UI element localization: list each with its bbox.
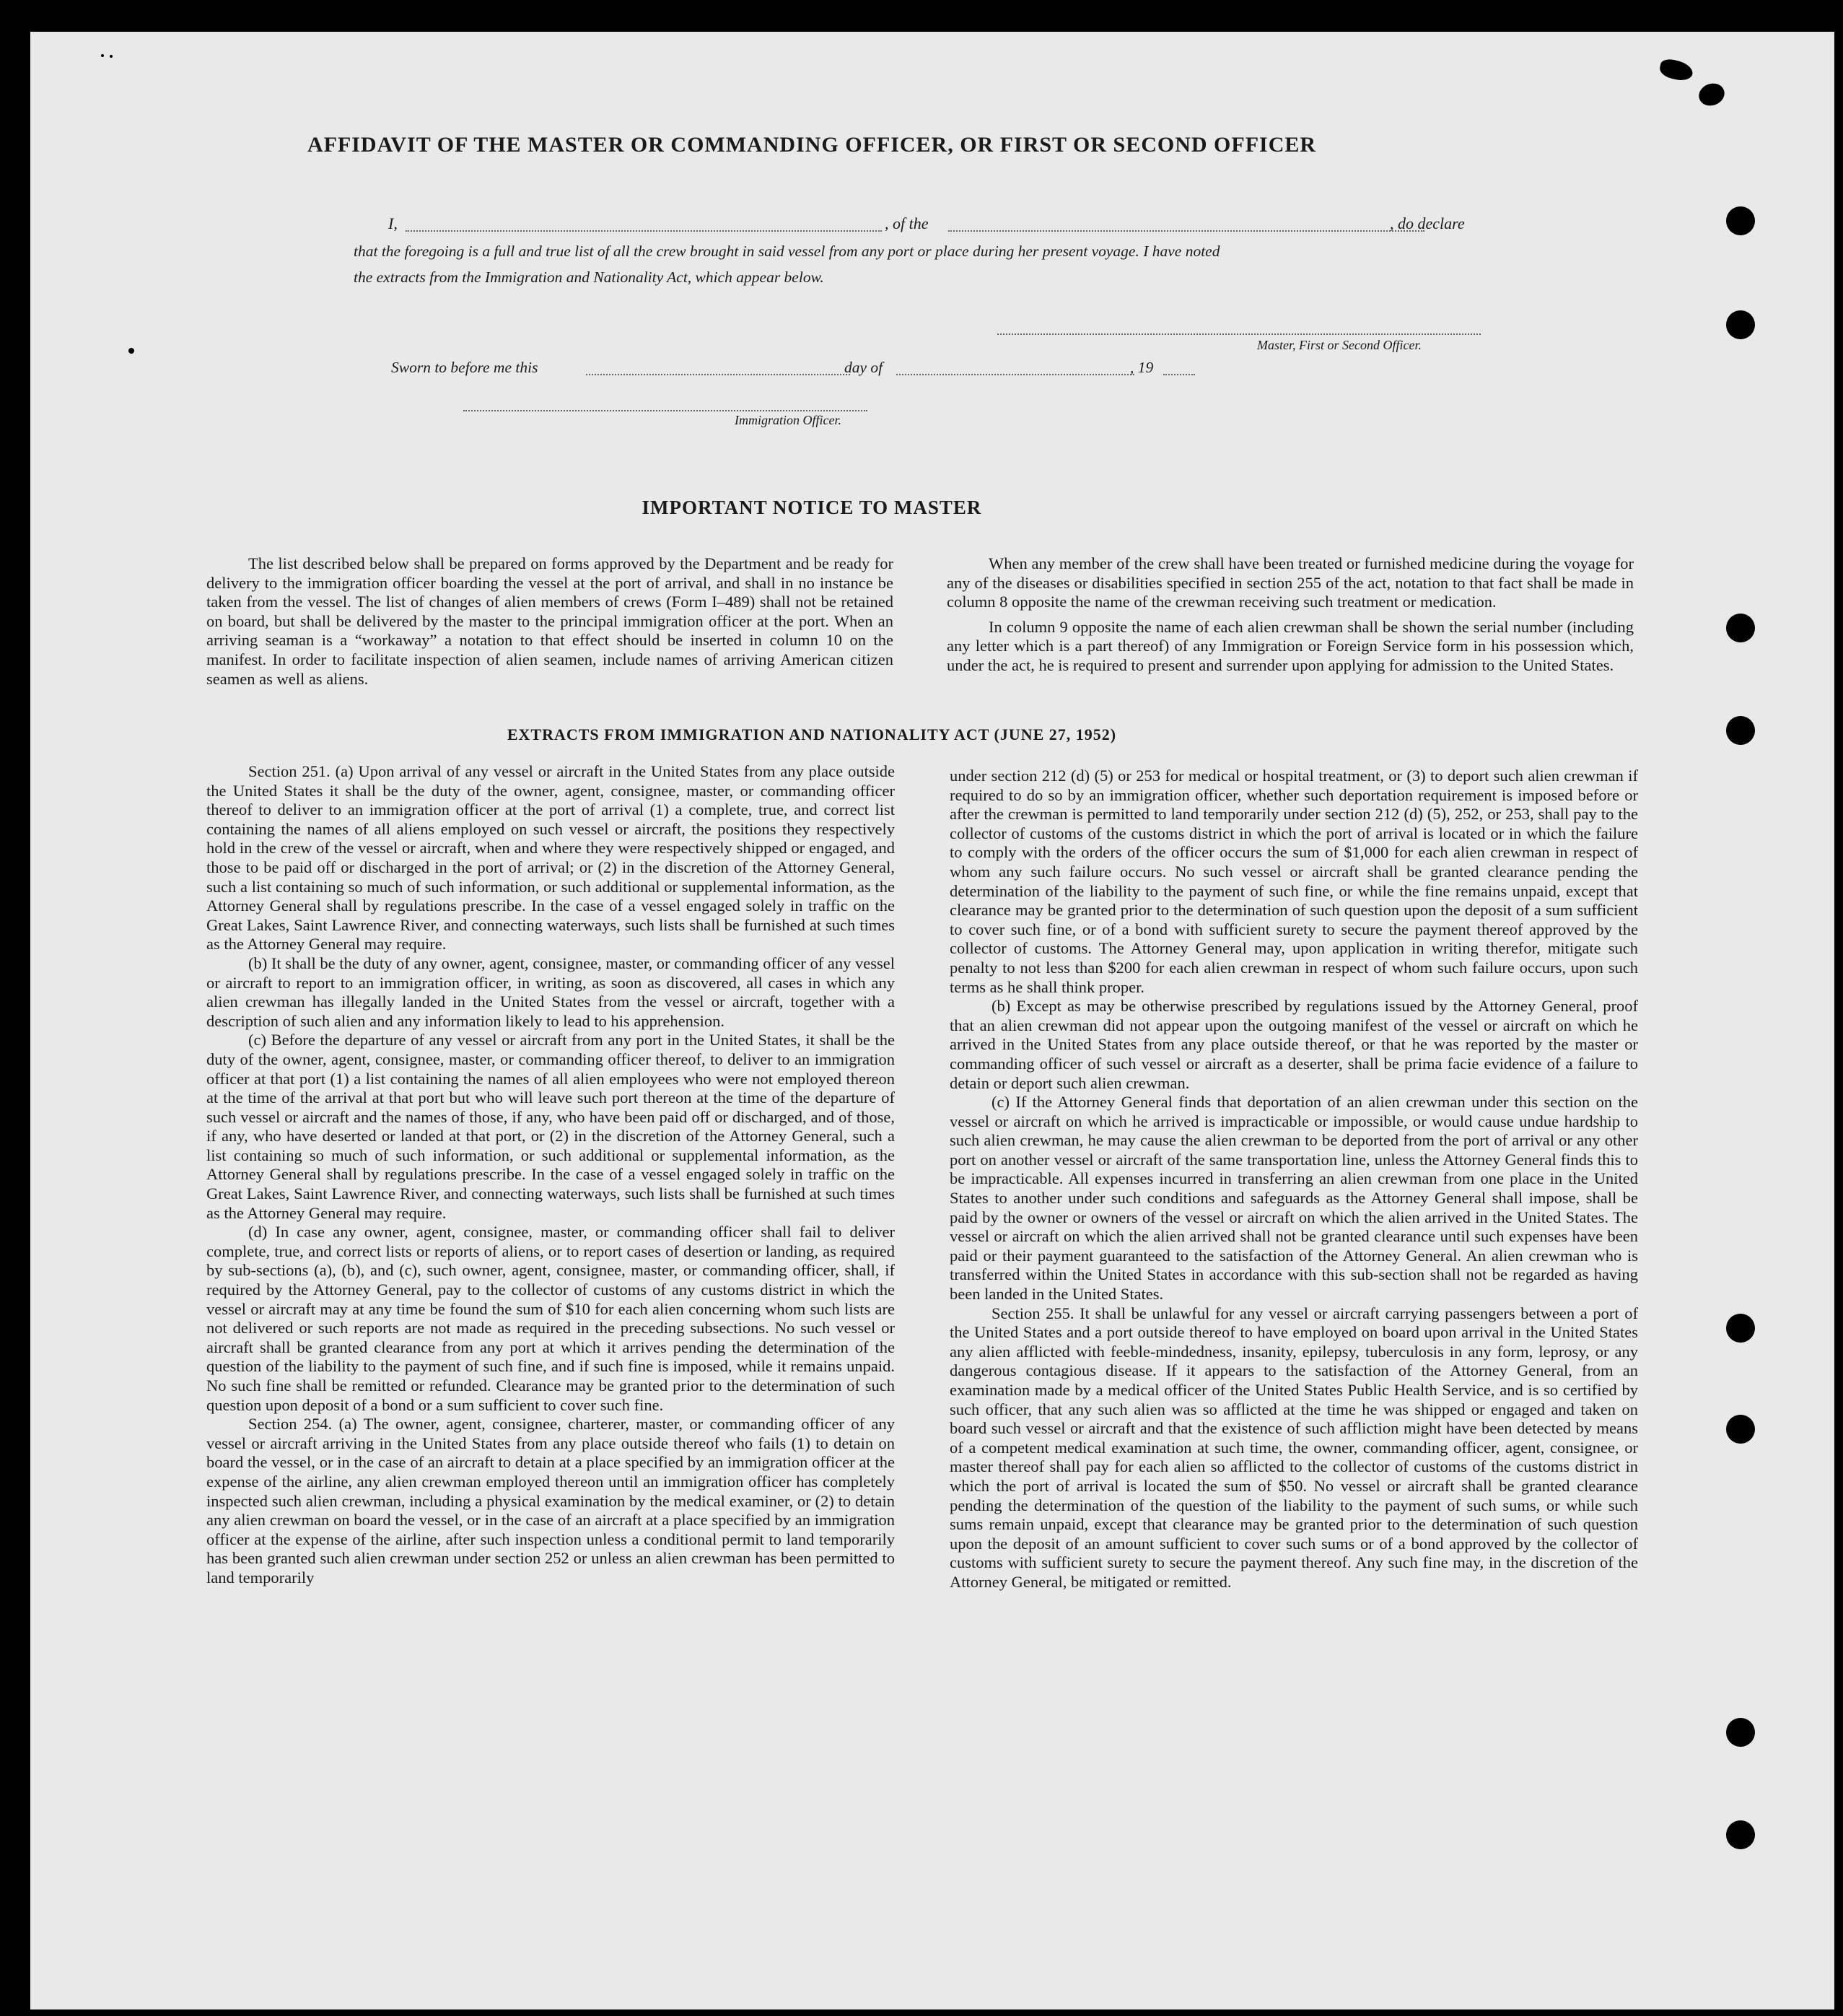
declarant-label: I, [388,214,398,232]
notice-left-column [206,554,893,694]
day-of-label: day of [844,359,883,376]
ink-mark [1696,80,1728,110]
binder-hole [1726,1415,1755,1444]
extracts-right-column [950,767,1638,1592]
declaration-line-1: that the foregoing is a full and true list of all the crew brought in said vessel from any port or place during her present voyage. I have noted [354,243,1220,260]
section-251-d: (d) In case any owner, agent, consignee, master, or commanding officer shall fail to deliver complete, true, and correct lists or reports of aliens, or to report cases of desertion or landing, as required by sub-sections (a), (b), and (c), such owner, agent, consignee, master, or commanding officer, shall, if required by the Attorney General, pay to the collector of customs of any customs district in which the vessel or aircraft may at any time be found the sum of $10 for each alien concerning whom such lists are not delivered or such reports are not made as required in the preceding subsections. No such vessel or aircraft shall be granted clearance from any port at which it arrives pending the determination of the question of the liability to the payment of such fine, and if such fine is imposed, while it remains unpaid. No such fine shall be remitted or refunded. Clearance may be granted prior to the determination of such question upon deposit of a bond or a sum sufficient to cover such fine. [206,1223,895,1414]
immigration-officer-caption: Immigration Officer. [735,413,841,427]
notice-left-paragraph: The list described below shall be prepared on forms approved by the Department and be ready for delivery to the immigration officer boarding the vessel at the port of arrival, and shall in no instance be taken from the vessel. The list of changes of alien members of crews (Form I–489) shall not be retained on board, but shall be delivered by the master to the principal immigration officer at the port. When an arriving seaman is a “workaway” a notation to that effect should be inserted in column 10 on the manifest. In order to facilitate inspection of alien seamen, include names of arriving American citizen seamen as well as aliens. [206,554,893,688]
binder-hole [1726,1820,1755,1849]
section-254-c: (c) If the Attorney General finds that deportation of an alien crewman under this section on the vessel or aircraft on which he arrived is impracticable or impossible, or would cause undue hardship to such alien crewman, he may cause the alien crewman to be deported from the port of arrival or any other port on another vessel or aircraft of the same transportation line, unless the Attorney General finds this to be impracticable. All expenses incurred in transferring an alien crewman from one place in the United States to another under such conditions and safeguards as the Attorney General shall impose, shall be paid by the owner or owners of the vessel or aircraft on which the alien arrived in the United States. The vessel or aircraft on which the alien arrived shall not be granted clearance until such expenses have been paid or their payment guaranteed to the satisfaction of the Attorney General. An alien crewman who is transferred within the United States in accordance with this sub-section shall not be regarded as having been landed in the United States. [950,1093,1638,1304]
section-254-a: Section 254. (a) The owner, agent, consignee, charterer, master, or commanding officer of any vessel or aircraft arriving in the United States from any place outside thereof who fails (1) to detain on board the vessel, or in the case of an aircraft to detain at a place specified by an immigration officer at the expense of the airline, any alien crewman employed thereon until an immigration officer has completely inspected such alien crewman, including a physical examination by the medical examiner, or (2) to detain any alien crewman on board the vessel, or in the case of an aircraft at a place specified by an immigration officer at the expense of the airline, after such inspection unless a conditional permit to land temporarily has been granted such alien crewman under section 252 or unless an alien crewman has been permitted to land temporarily [206,1415,895,1587]
declarant-name-field[interactable] [406,230,882,232]
section-255: Section 255. It shall be unlawful for any vessel or aircraft carrying passengers between a port of the United States and a port outside thereof to have employed on board upon arrival in the United States any alien afflicted with feeble-mindedness, insanity, epilepsy, tuberculosis in any form, leprosy, or any dangerous contagious disease. If it appears to the satisfaction of the Attorney General, from an examination made by a medical officer of the United States Public Health Service, and is so certified by such officer, that any such alien was so afflicted at the time he was shipped or engaged and taken on board such vessel or aircraft and that the existence of such affliction might have been detected by means of a competent medical examination at such time, the owner, commanding officer, agent, consignee, or master thereof shall pay for each alien so afflicted to the collector of customs of the customs district in which the port of arrival is located the sum of $50. No vessel or aircraft shall be granted clearance pending the determination of the question of the liability to the payment of such sums, or while such sums remain unpaid, except that clearance may be granted prior to the determination of such question upon the deposit of an amount sufficient to cover such sums or of a bond approved by the collector of customs with sufficient surety to secure the payment thereof. Any such fine may, in the discretion of the Attorney General, be mitigated or remitted. [950,1304,1638,1591]
sworn-day-field[interactable] [586,374,850,375]
section-251-c: (c) Before the departure of any vessel or aircraft from any port in the United States, it shall be the duty of the owner, agent, consignee, master, or commanding officer thereof, to deliver to an immigration officer at that port (1) a list containing the names of all alien employees who were not employed thereon at the time of the arrival at that port but who will leave such port thereon at the time of the departure of such vessel or aircraft and the names of those, if any, who have been paid off or discharged, and of those, if any, who have deserted or landed at that port, or (2) in the discretion of the Attorney General, such a list containing so much of such information, or such additional or supplemental information, as the Attorney General shall by regulations prescribe. In the case of a vessel engaged solely in traffic on the Great Lakes, Saint Lawrence River, and connecting waterways, such lists shall be furnished at such times as the Attorney General may require. [206,1031,895,1222]
binder-hole [1726,716,1755,745]
section-251-b: (b) It shall be the duty of any owner, agent, consignee, master, or commanding officer of any vessel or aircraft to report to an immigration officer, in writing, as soon as discovered, all cases in which any alien crewman has illegally landed in the United States from the vessel or aircraft, together with a description of such alien and any information likely to lead to his apprehension. [206,954,895,1030]
notice-right-paragraph-2: In column 9 opposite the name of each alien crewman shall be shown the serial number (including any letter which is a part thereof) of any Immigration or Foreign Service form in his possession which, under the act, he is required to present and surrender upon applying for admission to the United States. [947,617,1634,674]
extracts-left-column [206,762,895,1588]
ink-mark [101,54,104,57]
affidavit-title: AFFIDAVIT OF THE MASTER OR COMMANDING OFFICER, OR FIRST OR SECOND OFFICER [307,133,1317,157]
of-the-label: , of the [885,214,929,232]
sworn-year-field[interactable] [1163,374,1195,375]
notice-title: IMPORTANT NOTICE TO MASTER [642,497,982,518]
vessel-name-field[interactable] [948,230,1424,232]
ink-mark [1658,58,1694,83]
section-254-a-continued: under section 212 (d) (5) or 253 for medical or hospital treatment, or (3) to deport such alien crewman if required to do so by an immigration officer, whether such deportation requirement is imposed before or after the crewman is permitted to land temporarily under section 212 (d) (5), 252, or 253, shall pay to the collector of customs of the customs district in which the port of arrival is located or in which the failure to comply with the orders of the officer occurs the sum of $1,000 for each alien crewman in respect of whom any such failure occurs. No such vessel or aircraft shall be granted clearance pending the determination of the liability to the payment of such fine, or while the fine remains unpaid, except that clearance may be granted prior to the determination of such question upon the deposit of a sum sufficient to cover such fine, or of a bond with sufficient surety to secure the payment thereof approved by the collector of customs. The Attorney General may, upon application in writing therefor, mitigate such penalty to not less than $200 for each alien crewman in respect of whom such failure occurs, upon such terms as he shall think proper. [950,767,1638,996]
declaration-line-2: the extracts from the Immigration and Nationality Act, which appear below. [354,269,824,286]
extracts-title: EXTRACTS FROM IMMIGRATION AND NATIONALITY ACT (JUNE 27, 1952) [507,725,1117,743]
notice-right-paragraph-1: When any member of the crew shall have been treated or furnished medicine during the voyage for any of the diseases or disabilities specified in section 255 of the act, notation to that fact shall be made in column 8 opposite the name of the crewman receiving such treatment or medication. [947,554,1634,611]
year-prefix-label: , 19 [1130,359,1154,376]
section-254-b: (b) Except as may be otherwise prescribed by regulations issued by the Attorney General, proof that an alien crewman did not appear upon the outgoing manifest of the vessel or aircraft on which he arrived in the United States from any place outside thereof, or that he was reported by the master or commanding officer of such vessel or aircraft as a deserter, shall be prima facie evidence of a failure to detain or deport such alien crewman. [950,997,1638,1092]
binder-hole [1726,1718,1755,1747]
document-page [30,32,1834,2010]
ink-mark [110,55,113,58]
notice-right-column [947,554,1634,681]
master-signature-caption: Master, First or Second Officer. [1257,338,1422,352]
binder-hole [1726,614,1755,642]
section-251-a: Section 251. (a) Upon arrival of any vessel or aircraft in the United States from any place outside the United States it shall be the duty of the owner, agent, consignee, master, or commanding officer thereof to deliver to an immigration officer at the port of arrival (1) a complete, true, and correct list containing the names of all aliens employed on such vessel or aircraft, the positions they respectively hold in the crew of the vessel or aircraft, when and where they were respectively shipped or engaged, and those to be paid off or discharged in the port of arrival; or (2) in the discretion of the Attorney General, such a list containing so much of such information, or such additional or supplemental information, as the Attorney General shall by regulations prescribe. In the case of a vessel engaged solely in traffic on the Great Lakes, Saint Lawrence River, and connecting waterways, such lists shall be furnished at such times as the Attorney General may require. [206,762,895,954]
binder-hole [1726,206,1755,235]
ink-mark [128,348,134,354]
binder-hole [1726,310,1755,339]
binder-hole [1726,1314,1755,1343]
sworn-month-field[interactable] [896,374,1134,375]
immigration-officer-signature-field[interactable] [463,410,867,411]
master-signature-field[interactable] [997,333,1481,335]
sworn-label: Sworn to before me this [391,359,538,376]
do-declare-label: , do declare [1390,214,1465,232]
